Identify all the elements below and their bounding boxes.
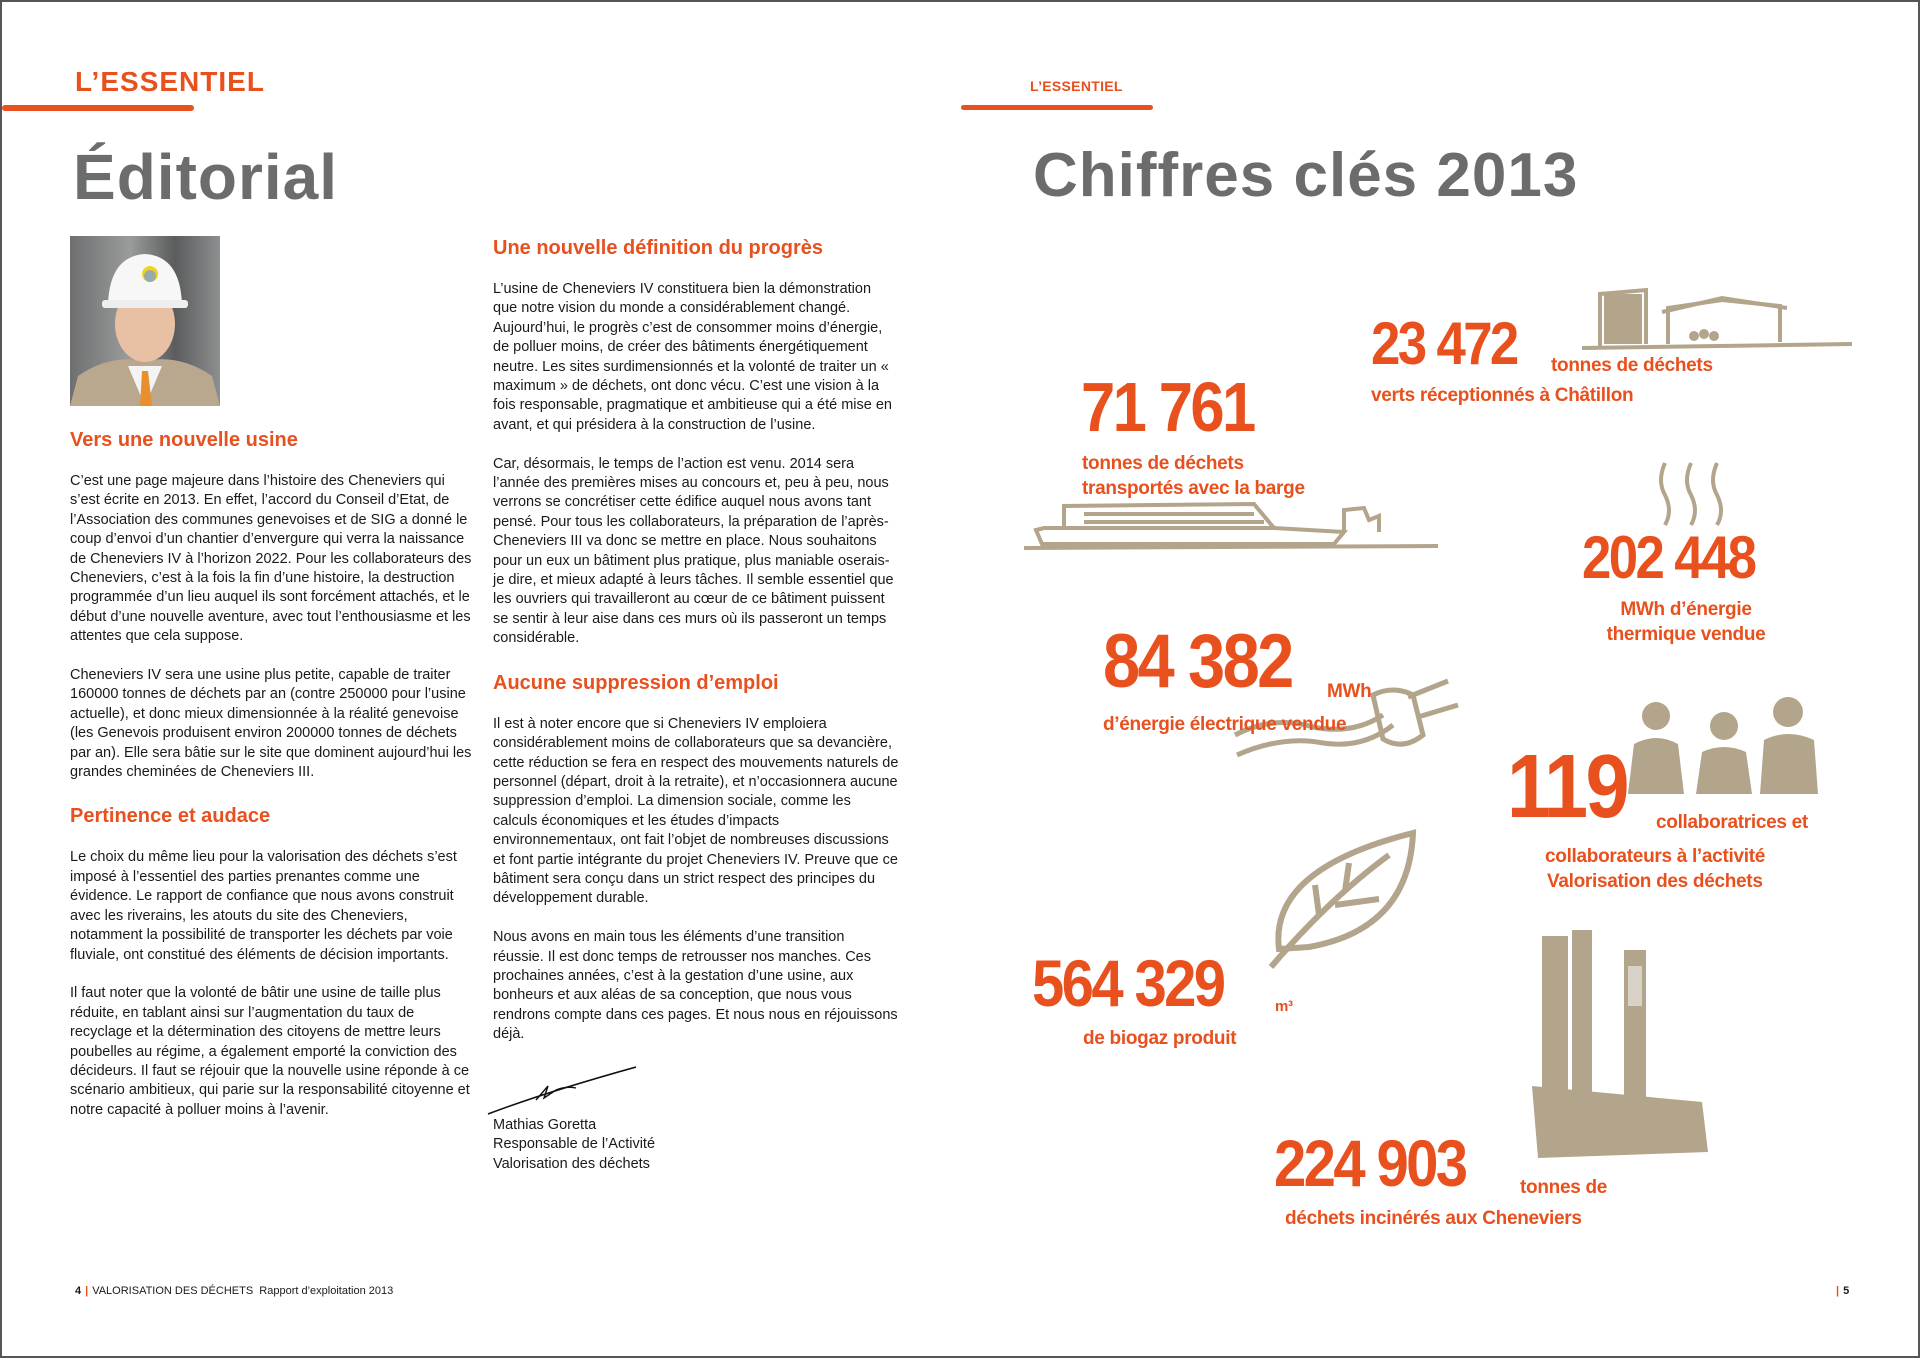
column-2 (493, 236, 899, 1174)
section-label: L’ESSENTIEL (75, 66, 265, 97)
page-title: Éditorial (73, 141, 339, 213)
paragraph: L’usine de Cheneviers IV constituera bien la démonstration que notre vision du monde a considérablement changé. Aujourd’hui, le progrès c’est de consommer moins d’énergie, de polluer moins, de créer des bâtiments énergétiquement neutre. Les sites surdimensionnés et la volonté de traiter un « maximum » de déchets, ont donc vécu. C’est une vision à la fois responsable, pragmatique et ambitieuse qui a été mise en avant, et qui présidera à la construction de l’usine. (493, 281, 892, 433)
page-title: Chiffres clés 2013 (1033, 141, 1579, 210)
stat-value: 224 903 (1274, 1126, 1466, 1200)
stat-label: tonnes de (1520, 1177, 1608, 1198)
people-icon (1618, 694, 1830, 794)
column-1 (70, 428, 476, 1140)
stat-label: MWh d’énergie (1620, 599, 1752, 620)
section-underline (961, 105, 1153, 110)
stat-value: 119 (1507, 737, 1627, 837)
stat-label: transportés avec la barge (1082, 478, 1305, 499)
section-heading: Aucune suppression d’emploi (493, 671, 779, 694)
steam-icon (1655, 461, 1729, 527)
author-photo (70, 236, 220, 406)
section-heading: Pertinence et audace (70, 805, 271, 828)
paragraph: Car, désormais, le temps de l’action est venu. 2014 sera l’année des premières mises au concours et, peu à peu, nous verrons se concrétiser cette édifice auquel nous avons tant pensé. Pour tous les collaborateurs, la préparation de l’après-Cheneviers III va donc se mettre en place. Nous souhaitons pour un eux un bâtiment plus pratique, plus maniable oserais-je dire, et mieux adapté à leurs tâches. Il semble essentiel que les ouvriers qui travailleront au cœur de ce bâtiment puissent se sentir à leur aise dans ces murs où ils passeront un temps considérable. (493, 455, 894, 647)
stat-unit: MWh (1327, 681, 1372, 702)
section-heading: Une nouvelle définition du progrès (493, 237, 824, 259)
signature-block (493, 1064, 899, 1174)
paragraph: Il faut noter que la volonté de bâtir une usine de taille plus réduite, en tablant ainsi sur l’augmentation du taux de recyclage et la détermination des citoyens de mettre leurs poubelles au régime, a également emporté la conviction des décideurs. Il faut se réjouir que la nouvelle usine réponde à ce scénario ambitieux, qui parie sur la responsabilité citoyenne et notre capacité à polluer moins à l’avenir. (70, 985, 470, 1118)
signature-icon (493, 1064, 899, 1116)
stat-value: 84 382 (1103, 619, 1292, 704)
stat-label: de biogaz produit (1083, 1028, 1237, 1049)
stat-label: thermique vendue (1606, 624, 1766, 645)
page-number: 4 (75, 1285, 82, 1297)
paragraph: Il est à noter encore que si Cheneviers IV emploiera considérablement moins de collaborateurs que sa devancière, cette réduction se fera en respect des mouvements naturels de personnel (départ, droit à la retraite), et n’occasionnera aucune suppression d’emploi. La dimension sociale, comme les calculs économiques et les études d’impacts environnementaux, ont fait l’objet de nombreuses discussions et font partie intégrante du projet Cheneviers IV. Preuve que ce bâtiment sera conçu dans un strict respect des principes du développement durable. (493, 715, 899, 907)
signature-name: Mathias Goretta (493, 1116, 597, 1133)
section-heading: Vers une nouvelle usine (70, 429, 298, 451)
leaf-icon (1269, 829, 1417, 969)
stat-label: d’énergie électrique vendue (1103, 714, 1347, 735)
stat-label: collaboratrices et (1656, 812, 1808, 833)
stat-label: déchets incinérés aux Cheneviers (1285, 1208, 1582, 1229)
signature-role: Responsable de l’Activité (493, 1136, 656, 1153)
stat-label: Valorisation des déchets (1547, 871, 1763, 892)
section-underline (2, 105, 194, 111)
building-icon (1582, 286, 1852, 352)
paragraph: Le choix du même lieu pour la valorisation des déchets s’est imposé à l’essentiel des parties prenantes comme une évidence. Le rapport de confiance que nous avons construit avec les riverains, les atouts du site des Cheneviers, notamment la possibilité de transporter les déchets par voie fluviale, ont constitué des éléments de décision importants. (70, 849, 457, 963)
footer-section: VALORISATION DES DÉCHETS (92, 1285, 254, 1297)
footer-right: | 5 (1836, 1285, 1850, 1297)
stat-unit: m³ (1275, 998, 1293, 1015)
paragraph: Nous avons en main tous les éléments d’une transition réussie. Il est donc temps de retrousser nos manches. Ces prochaines années, c’est à la gestation d’une usine, aux bonheurs et aux aléas de sa conception, que nous vous rendrons compte dans ces pages. Et nous nous en réjouissons déjà. (493, 929, 898, 1043)
page-number: 5 (1843, 1285, 1850, 1297)
paragraph: Cheneviers IV sera une usine plus petite, capable de traiter 160000 tonnes de déchets par an (contre 250000 pour l’usine actuelle), et donc mieux dimensionnée à la réalité genevoise (les Genevois produisent environ 200000 tonnes de déchets par an). Elle sera bâtie sur le site que dominent aujourd’hui les grandes cheminées de Cheneviers III. (70, 667, 472, 781)
stat-value: 71 761 (1081, 368, 1254, 446)
footer-report: Rapport d’exploitation 2013 (259, 1285, 394, 1297)
stat-label: tonnes de déchets (1551, 355, 1713, 376)
stat-value: 23 472 (1371, 310, 1517, 377)
stat-value: 202 448 (1582, 524, 1755, 591)
section-label: L’ESSENTIEL (1030, 78, 1123, 94)
footer-left: 4 | VALORISATION DES DÉCHETS Rapport d’exploitation 2013 (75, 1285, 394, 1297)
stat-value: 564 329 (1032, 946, 1224, 1020)
stat-label: collaborateurs à l’activité (1545, 846, 1765, 867)
stat-label: tonnes de déchets (1082, 453, 1244, 474)
signature-role: Valorisation des déchets (493, 1155, 650, 1172)
paragraph: C’est une page majeure dans l’histoire des Cheneviers qui s’est écrite en 2013. En effet, l’accord du Conseil d’Etat, de l’Association des communes genevoises et de SIG a donné le coup d’envoi d’un chantier d’envergure qui verra la naissance de Cheneviers IV à l’horizon 2022. Pour les collaborateurs des Cheneviers, c’est à la fois la fin d’une histoire, la destruction programmée d’un lieu auquel ils sont forcément attachés, et le début d’une nouvelle aventure, avec tout l’enthousiasme et les attentes que cela suppose. (70, 473, 472, 645)
stat-label: verts réceptionnés à Châtillon (1371, 385, 1634, 406)
chimneys-icon (1532, 926, 1708, 1160)
